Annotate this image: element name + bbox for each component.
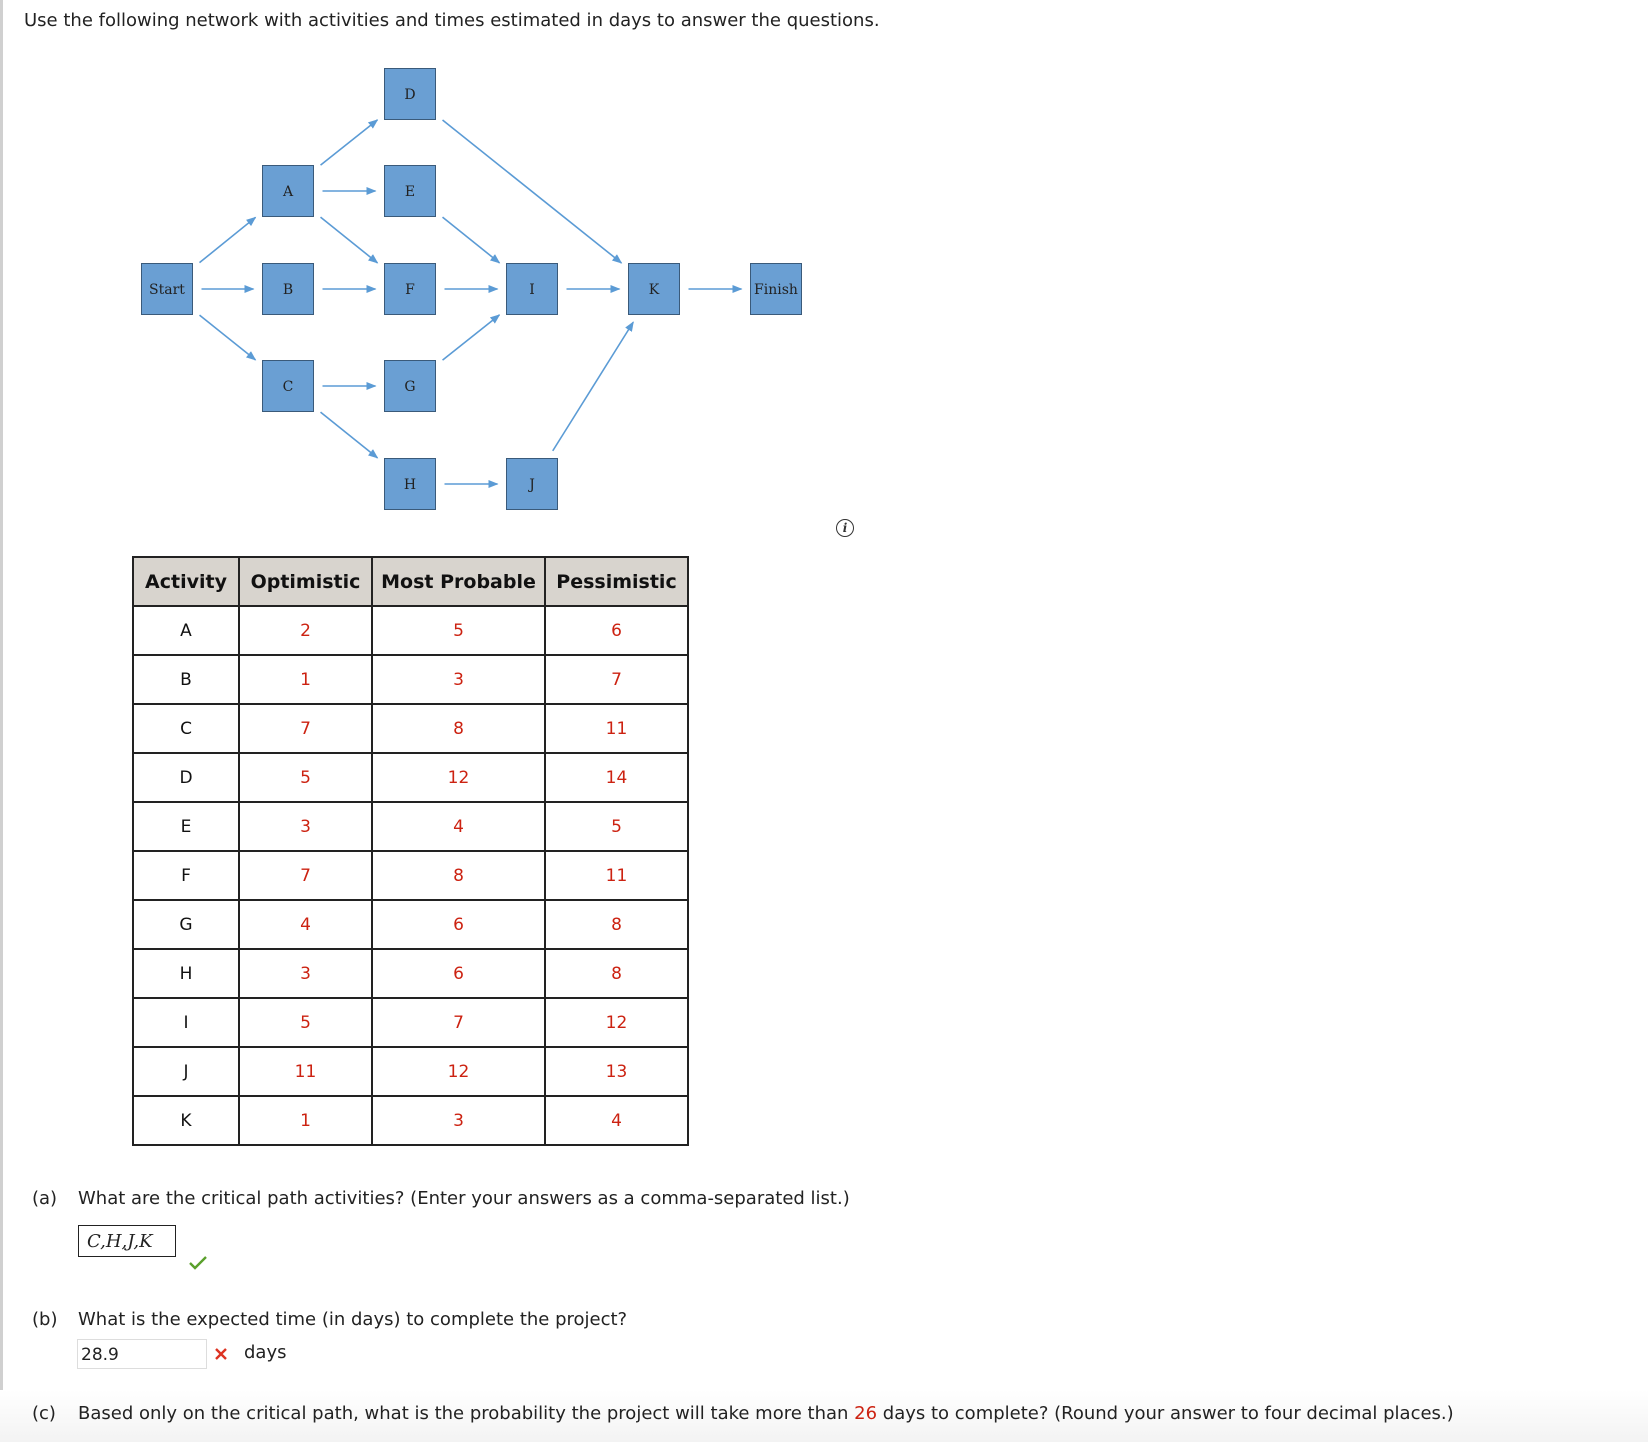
activity-cell: B — [133, 655, 239, 704]
most-probable-cell: 6 — [372, 900, 545, 949]
node-label: A — [282, 184, 294, 200]
node-k — [629, 264, 680, 315]
optimistic-cell: 1 — [239, 1096, 372, 1145]
node-j — [507, 459, 558, 510]
activity-cell: G — [133, 900, 239, 949]
activity-cell: A — [133, 606, 239, 655]
table-row — [133, 998, 688, 1047]
table-row — [133, 900, 688, 949]
node-label: G — [404, 379, 416, 395]
pessimistic-cell: 8 — [545, 900, 688, 949]
most-probable-cell: 3 — [372, 1096, 545, 1145]
node-b — [263, 264, 314, 315]
pessimistic-cell: 11 — [545, 851, 688, 900]
correct-check-icon — [189, 1256, 207, 1270]
node-i — [507, 264, 558, 315]
question-a-label: (a) — [32, 1188, 58, 1209]
node-a — [263, 166, 314, 217]
optimistic-cell: 5 — [239, 998, 372, 1047]
activity-cell: K — [133, 1096, 239, 1145]
optimistic-cell: 7 — [239, 851, 372, 900]
most-probable-cell: 5 — [372, 606, 545, 655]
node-label: I — [529, 282, 535, 298]
question-c — [32, 1403, 1454, 1424]
table-row — [133, 704, 688, 753]
network-diagram — [0, 0, 860, 530]
header-activity: Activity — [133, 557, 239, 606]
question-b — [32, 1309, 627, 1330]
question-a-text: What are the critical path activities? (Enter your answers as a comma-separated list.) — [78, 1188, 850, 1209]
edge-d-k — [443, 120, 622, 263]
pessimistic-cell: 4 — [545, 1096, 688, 1145]
pessimistic-cell: 5 — [545, 802, 688, 851]
answer-b-input[interactable]: 28.9 — [77, 1339, 207, 1369]
table-row — [133, 949, 688, 998]
most-probable-cell: 12 — [372, 753, 545, 802]
node-label: F — [405, 282, 415, 298]
pessimistic-cell: 7 — [545, 655, 688, 704]
intro-text: Use the following network with activities and times estimated in days to answer the questions. — [24, 10, 880, 31]
optimistic-cell: 11 — [239, 1047, 372, 1096]
table-row — [133, 802, 688, 851]
node-label: Start — [149, 282, 185, 298]
most-probable-cell: 6 — [372, 949, 545, 998]
most-probable-cell: 8 — [372, 851, 545, 900]
edge-g-i — [443, 315, 500, 360]
node-label: E — [404, 184, 416, 200]
table-row — [133, 753, 688, 802]
node-d — [385, 69, 436, 120]
node-f — [385, 264, 436, 315]
optimistic-cell: 1 — [239, 655, 372, 704]
activity-cell: I — [133, 998, 239, 1047]
node-label: H — [403, 477, 417, 493]
node-label: B — [282, 282, 294, 298]
node-label: Finish — [754, 282, 798, 298]
most-probable-cell: 8 — [372, 704, 545, 753]
pessimistic-cell: 8 — [545, 949, 688, 998]
header-pessimistic: Pessimistic — [545, 557, 688, 606]
question-b-text: What is the expected time (in days) to complete the project? — [78, 1309, 628, 1330]
pessimistic-cell: 11 — [545, 704, 688, 753]
edge-c-h — [321, 412, 378, 458]
question-c-text-after: days to complete? (Round your answer to four decimal places.) — [877, 1403, 1454, 1424]
optimistic-cell: 3 — [239, 802, 372, 851]
node-label: D — [404, 87, 416, 103]
edge-start-a — [199, 217, 255, 262]
activity-cell: J — [133, 1047, 239, 1096]
info-icon[interactable]: i — [836, 519, 854, 537]
optimistic-cell: 7 — [239, 704, 372, 753]
node-h — [385, 459, 436, 510]
answer-a-field[interactable]: C,H,J,K — [78, 1225, 176, 1257]
activity-cell: F — [133, 851, 239, 900]
optimistic-cell: 5 — [239, 753, 372, 802]
pessimistic-cell: 13 — [545, 1047, 688, 1096]
question-c-text-before: Based only on the critical path, what is the probability the project will take more than — [78, 1403, 855, 1424]
optimistic-cell: 2 — [239, 606, 372, 655]
table-header-row — [133, 557, 688, 606]
pessimistic-cell: 14 — [545, 753, 688, 802]
incorrect-x-icon — [214, 1347, 228, 1361]
pessimistic-cell: 6 — [545, 606, 688, 655]
question-c-label: (c) — [32, 1403, 56, 1424]
header-most-probable: Most Probable — [372, 557, 545, 606]
activity-cell: C — [133, 704, 239, 753]
optimistic-cell: 3 — [239, 949, 372, 998]
question-a — [32, 1188, 850, 1209]
table-row — [133, 655, 688, 704]
activity-cell: D — [133, 753, 239, 802]
most-probable-cell: 7 — [372, 998, 545, 1047]
pessimistic-cell: 12 — [545, 998, 688, 1047]
node-label: K — [648, 282, 660, 298]
table-row — [133, 851, 688, 900]
edge-start-c — [200, 315, 256, 360]
answer-b-unit: days — [244, 1342, 287, 1363]
most-probable-cell: 3 — [372, 655, 545, 704]
header-optimistic: Optimistic — [239, 557, 372, 606]
node-g — [385, 361, 436, 412]
question-c-highlight-value: 26 — [854, 1403, 878, 1424]
node-finish — [751, 264, 802, 315]
most-probable-cell: 12 — [372, 1047, 545, 1096]
question-b-label: (b) — [32, 1309, 58, 1330]
edge-a-d — [321, 120, 378, 165]
activity-table — [132, 556, 689, 1146]
edge-a-f — [321, 217, 378, 263]
table-row — [133, 1047, 688, 1096]
node-c — [263, 361, 314, 412]
node-label: C — [282, 379, 294, 395]
node-e — [385, 166, 436, 217]
edge-e-i — [443, 217, 500, 263]
table-row — [133, 1096, 688, 1145]
edge-j-k — [553, 322, 634, 451]
node-label: J — [529, 477, 535, 493]
activity-cell: H — [133, 949, 239, 998]
table-row — [133, 606, 688, 655]
most-probable-cell: 4 — [372, 802, 545, 851]
activity-cell: E — [133, 802, 239, 851]
optimistic-cell: 4 — [239, 900, 372, 949]
node-start — [142, 264, 193, 315]
